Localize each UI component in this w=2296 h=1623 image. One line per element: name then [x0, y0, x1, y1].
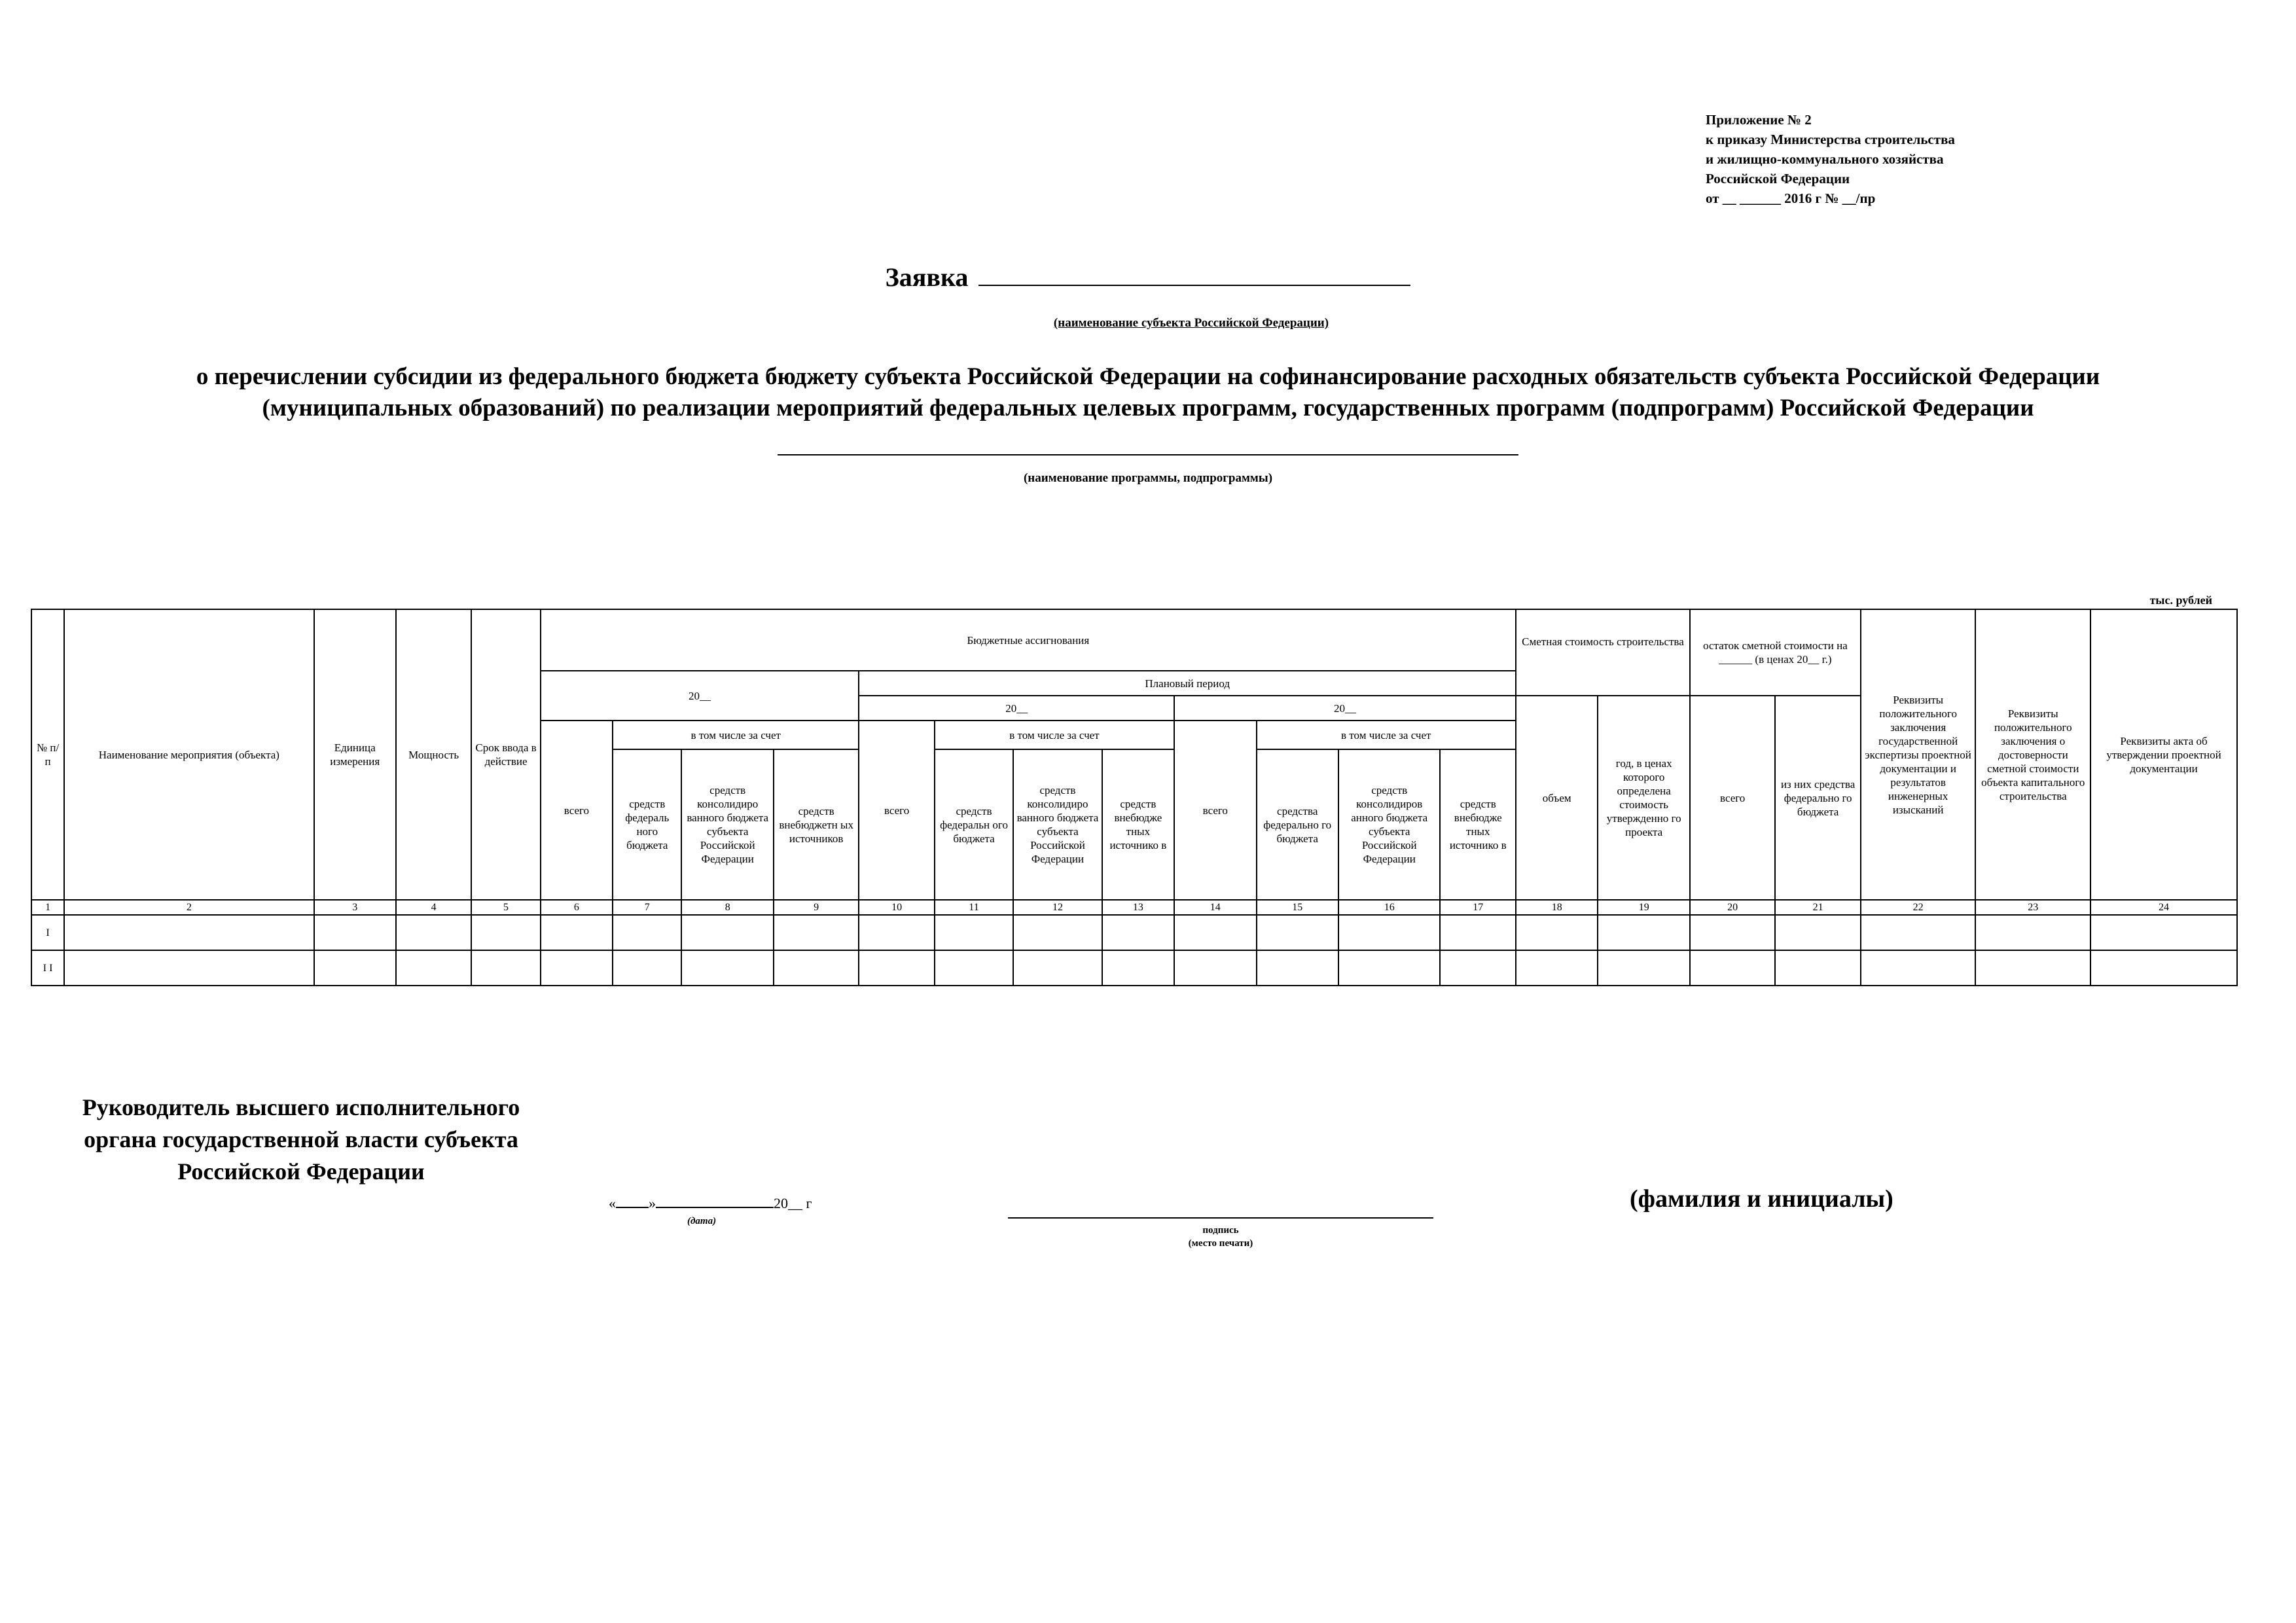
table-cell[interactable] [1690, 950, 1775, 986]
col-header-rem-all: всего [1690, 696, 1775, 900]
program-name-field[interactable] [778, 454, 1518, 455]
page-title [0, 262, 2296, 293]
col-header-unit: Единица измерения [314, 609, 396, 900]
table-cell[interactable] [774, 950, 859, 986]
col-number: 19 [1598, 900, 1690, 915]
table-cell[interactable] [1257, 915, 1338, 950]
appendix-line: от __ ______ 2016 г № __/пр [1706, 190, 1876, 206]
title-block [0, 262, 2296, 293]
col-header-budget: Бюджетные ассигнования [541, 609, 1516, 671]
table-cell[interactable] [396, 915, 471, 950]
col-header-remainder: остаток сметной стоимости на ______ (в ценах 20__ г.) [1690, 609, 1861, 696]
table-cell[interactable] [1440, 950, 1516, 986]
table-cell[interactable] [1440, 915, 1516, 950]
col-header-capacity: Мощность [396, 609, 471, 900]
col-header-year1: 20__ [541, 671, 859, 721]
col-header-year2: 20__ [859, 696, 1174, 721]
table-cell[interactable] [774, 915, 859, 950]
table-cell[interactable] [935, 950, 1013, 986]
table-cell[interactable] [1174, 915, 1256, 950]
table-cell[interactable] [396, 950, 471, 986]
col-number: 23 [1975, 900, 2090, 915]
table-cell[interactable] [64, 915, 314, 950]
col-header-year3: 20__ [1174, 696, 1516, 721]
col-header-all: всего [541, 721, 613, 900]
col-number: 12 [1013, 900, 1102, 915]
date-year: 20__ г [774, 1195, 812, 1211]
col-number: 24 [2090, 900, 2237, 915]
col-number: 9 [774, 900, 859, 915]
table-cell[interactable] [1775, 950, 1860, 986]
col-number: 16 [1338, 900, 1441, 915]
table-cell[interactable] [1174, 950, 1256, 986]
table-cell[interactable] [471, 950, 540, 986]
col-number: 8 [681, 900, 773, 915]
table-cell[interactable] [1013, 950, 1102, 986]
col-header-incl: в том числе за счет [1257, 721, 1516, 749]
col-header-volume: объем [1516, 696, 1598, 900]
table-cell[interactable] [859, 915, 934, 950]
table-cell[interactable] [1338, 950, 1441, 986]
name-initials-label: (фамилия и инициалы) [1630, 1185, 1893, 1213]
table-cell[interactable] [541, 915, 613, 950]
date-day-blank[interactable] [616, 1192, 649, 1208]
col-number: 1 [31, 900, 64, 915]
date-caption: (дата) [687, 1216, 717, 1226]
col-number: 3 [314, 900, 396, 915]
table-cell[interactable] [314, 950, 396, 986]
col-header-req-expertise: Реквизиты положительного заключения государственной экспертизы проектной документации и результатов инженерных изысканий [1861, 609, 1976, 900]
appendix-line: Российской Федерации [1706, 171, 1850, 187]
table-cell[interactable] [1102, 950, 1174, 986]
col-header-fed: средств федеральн ого бюджета [935, 749, 1013, 900]
col-number: 2 [64, 900, 314, 915]
table-row [31, 915, 2237, 950]
table-cell[interactable] [859, 950, 934, 986]
table-cell[interactable] [1690, 915, 1775, 950]
table-cell[interactable] [2090, 915, 2237, 950]
table-cell[interactable] [314, 915, 396, 950]
col-number: 6 [541, 900, 613, 915]
col-number: 20 [1690, 900, 1775, 915]
col-header-extra: средств внебюдже тных источнико в [1102, 749, 1174, 900]
purpose-line: (муниципальных образований) по реализации мероприятий федеральных целевых программ, государственных программ (подпрограмм) Российской Федерации [262, 395, 2034, 421]
col-header-rem-fed: из них средства федерально го бюджета [1775, 696, 1860, 900]
table-cell[interactable] [613, 950, 681, 986]
table-cell[interactable] [613, 915, 681, 950]
col-header-fed: средства федерально го бюджета [1257, 749, 1338, 900]
row-number: I [31, 915, 64, 950]
col-number: 7 [613, 900, 681, 915]
table-cell[interactable] [1861, 915, 1976, 950]
col-header-estimate: Сметная стоимость строительства [1516, 609, 1690, 696]
col-header-plan: Плановый период [859, 671, 1516, 696]
col-number: 4 [396, 900, 471, 915]
col-header-year-prices: год, в ценах которого определена стоимость утвержденно го проекта [1598, 696, 1690, 900]
col-number: 22 [1861, 900, 1976, 915]
col-number: 5 [471, 900, 540, 915]
row-number: I I [31, 950, 64, 986]
table-cell[interactable] [681, 950, 773, 986]
col-header-fed: средств федераль ного бюджета [613, 749, 681, 900]
col-header-all: всего [1174, 721, 1256, 900]
signer-title: Руководитель высшего исполнительного органа государственной власти субъекта Российской Федерации [82, 1094, 520, 1185]
appendix-note [1706, 110, 2164, 208]
date-field[interactable] [609, 1192, 857, 1212]
col-number: 18 [1516, 900, 1598, 915]
col-number: 17 [1440, 900, 1516, 915]
table-cell[interactable] [935, 915, 1013, 950]
signature-line[interactable] [1008, 1217, 1433, 1219]
stamp-label: (место печати) [1188, 1238, 1253, 1249]
purpose-line: о перечислении субсидии из федерального бюджета бюджету субъекта Российской Федерации на софинансирование расходных обязательств субъекта Российской Федерации [196, 363, 2100, 390]
column-numbers-row [31, 900, 2237, 915]
table-cell[interactable] [681, 915, 773, 950]
table-cell[interactable] [1338, 915, 1441, 950]
table-cell[interactable] [541, 950, 613, 986]
col-header-extra: средств внебюдже тных источнико в [1440, 749, 1516, 900]
program-caption: (наименование программы, подпрограммы) [1023, 471, 1273, 485]
date-close-quote: » [649, 1195, 656, 1211]
request-purpose [98, 361, 2198, 424]
table-cell[interactable] [471, 915, 540, 950]
table-cell[interactable] [1516, 915, 1598, 950]
col-header-name: Наименование мероприятия (объекта) [64, 609, 314, 900]
table-cell[interactable] [1598, 950, 1690, 986]
table-cell[interactable] [2090, 950, 2237, 986]
table-cell[interactable] [1257, 950, 1338, 986]
col-header-term: Срок ввода в действие [471, 609, 540, 900]
col-header-incl: в том числе за счет [613, 721, 859, 749]
table-cell[interactable] [1975, 950, 2090, 986]
table-cell[interactable] [1013, 915, 1102, 950]
col-number: 14 [1174, 900, 1256, 915]
col-number: 10 [859, 900, 934, 915]
date-open-quote: « [609, 1195, 616, 1211]
col-header-extra: средств внебюджетн ых источников [774, 749, 859, 900]
col-header-cons: средств консолидиров анного бюджета субъекта Российской Федерации [1338, 749, 1441, 900]
header-row [31, 609, 2237, 671]
col-header-all: всего [859, 721, 934, 900]
request-table [31, 609, 2238, 986]
title-word: Заявка [885, 262, 969, 292]
signature-label: подпись [1202, 1225, 1239, 1236]
table-cell[interactable] [1598, 915, 1690, 950]
units-label: тыс. рублей [2149, 594, 2212, 607]
col-header-req-reliability: Реквизиты положительного заключения о достоверности сметной стоимости объекта капитального строительства [1975, 609, 2090, 900]
col-number: 21 [1775, 900, 1860, 915]
appendix-line: Приложение № 2 [1706, 112, 1812, 128]
table-row [31, 950, 2237, 986]
signature-caption [1008, 1224, 1433, 1250]
col-number: 11 [935, 900, 1013, 915]
subject-name-field[interactable] [978, 262, 1410, 286]
date-month-blank[interactable] [656, 1192, 774, 1208]
col-header-cons: средств консолидиро ванного бюджета субъекта Российской Федерации [1013, 749, 1102, 900]
appendix-line: и жилищно-коммунального хозяйства [1706, 151, 1944, 167]
col-header-cons: средств консолидиро ванного бюджета субъекта Российской Федерации [681, 749, 773, 900]
table-cell[interactable] [1775, 915, 1860, 950]
table-cell[interactable] [1861, 950, 1976, 986]
col-header-req-act: Реквизиты акта об утверждении проектной документации [2090, 609, 2237, 900]
subject-caption: (наименование субъекта Российской Федерации) [1053, 316, 1329, 330]
col-header-num: № п/п [31, 609, 64, 900]
table-cell[interactable] [1102, 915, 1174, 950]
appendix-line: к приказу Министерства строительства [1706, 132, 1955, 147]
col-header-incl: в том числе за счет [935, 721, 1174, 749]
col-number: 13 [1102, 900, 1174, 915]
table-cell[interactable] [1516, 950, 1598, 986]
col-number: 15 [1257, 900, 1338, 915]
table-cell[interactable] [1975, 915, 2090, 950]
table-cell[interactable] [64, 950, 314, 986]
